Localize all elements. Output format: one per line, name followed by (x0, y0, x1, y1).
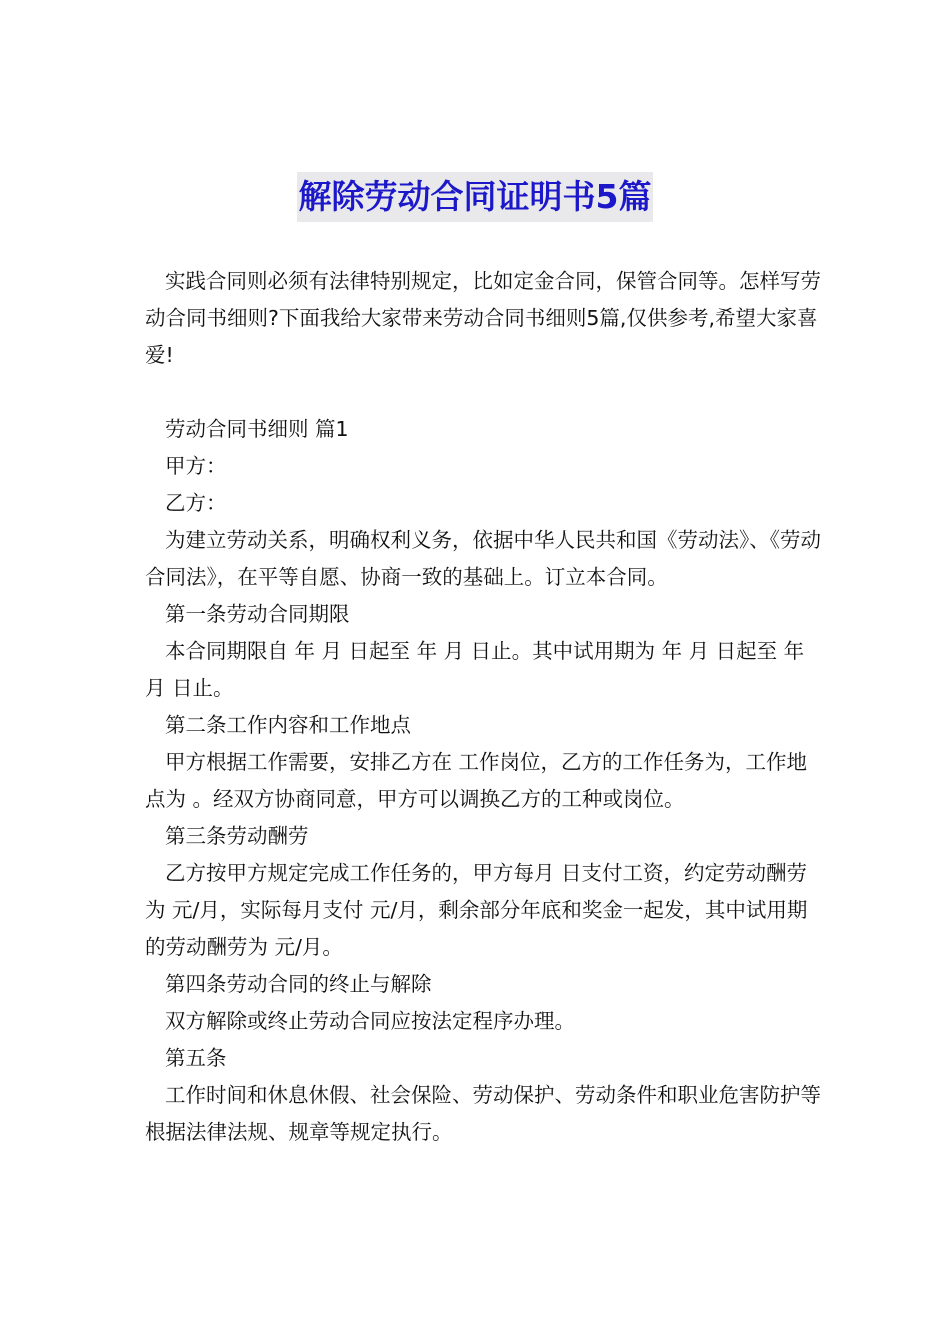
article-2-heading: 第二条工作内容和工作地点 (165, 713, 411, 737)
paragraph-gap (145, 374, 825, 411)
section-heading: 劳动合同书细则 篇1 (165, 417, 349, 441)
document-title: 解除劳动合同证明书5篇 (297, 172, 654, 222)
article-1-text: 本合同期限自 年 月 日起至 年 月 日止。其中试用期为 年 月 日起至 年 月 日止。 (145, 639, 805, 700)
article-1-heading: 第一条劳动合同期限 (165, 602, 350, 626)
intro-paragraph: 实践合同则必须有法律特别规定，比如定金合同，保管合同等。怎样写劳动合同书细则?下面我给大家带来劳动合同书细则5篇,仅供参考,希望大家喜爱! (145, 269, 821, 367)
preamble-paragraph: 为建立劳动关系，明确权利义务，依据中华人民共和国《劳动法》、《劳动合同法》，在平等自愿、协商一致的基础上。订立本合同。 (145, 528, 821, 589)
article-2-text: 甲方根据工作需要，安排乙方在 工作岗位，乙方的工作任务为，工作地点为 。经双方协商同意，甲方可以调换乙方的工种或岗位。 (145, 750, 808, 811)
article-5-text: 工作时间和休息休假、社会保险、劳动保护、劳动条件和职业危害防护等根据法律法规、规章等规定执行。 (145, 1083, 821, 1144)
party-b-line: 乙方： (165, 491, 227, 515)
document-body (145, 263, 825, 1151)
party-a-line: 甲方： (165, 454, 227, 478)
article-4-text: 双方解除或终止劳动合同应按法定程序办理。 (165, 1009, 575, 1033)
article-3-text: 乙方按甲方规定完成工作任务的，甲方每月 日支付工资，约定劳动酬劳为 元/月，实际每月支付 元/月，剩余部分年底和奖金一起发，其中试用期的劳动酬劳为 元/月。 (145, 861, 808, 959)
document-title-wrapper (0, 172, 950, 222)
article-5-heading: 第五条 (165, 1046, 227, 1070)
article-3-heading: 第三条劳动酬劳 (165, 824, 309, 848)
article-4-heading: 第四条劳动合同的终止与解除 (165, 972, 432, 996)
